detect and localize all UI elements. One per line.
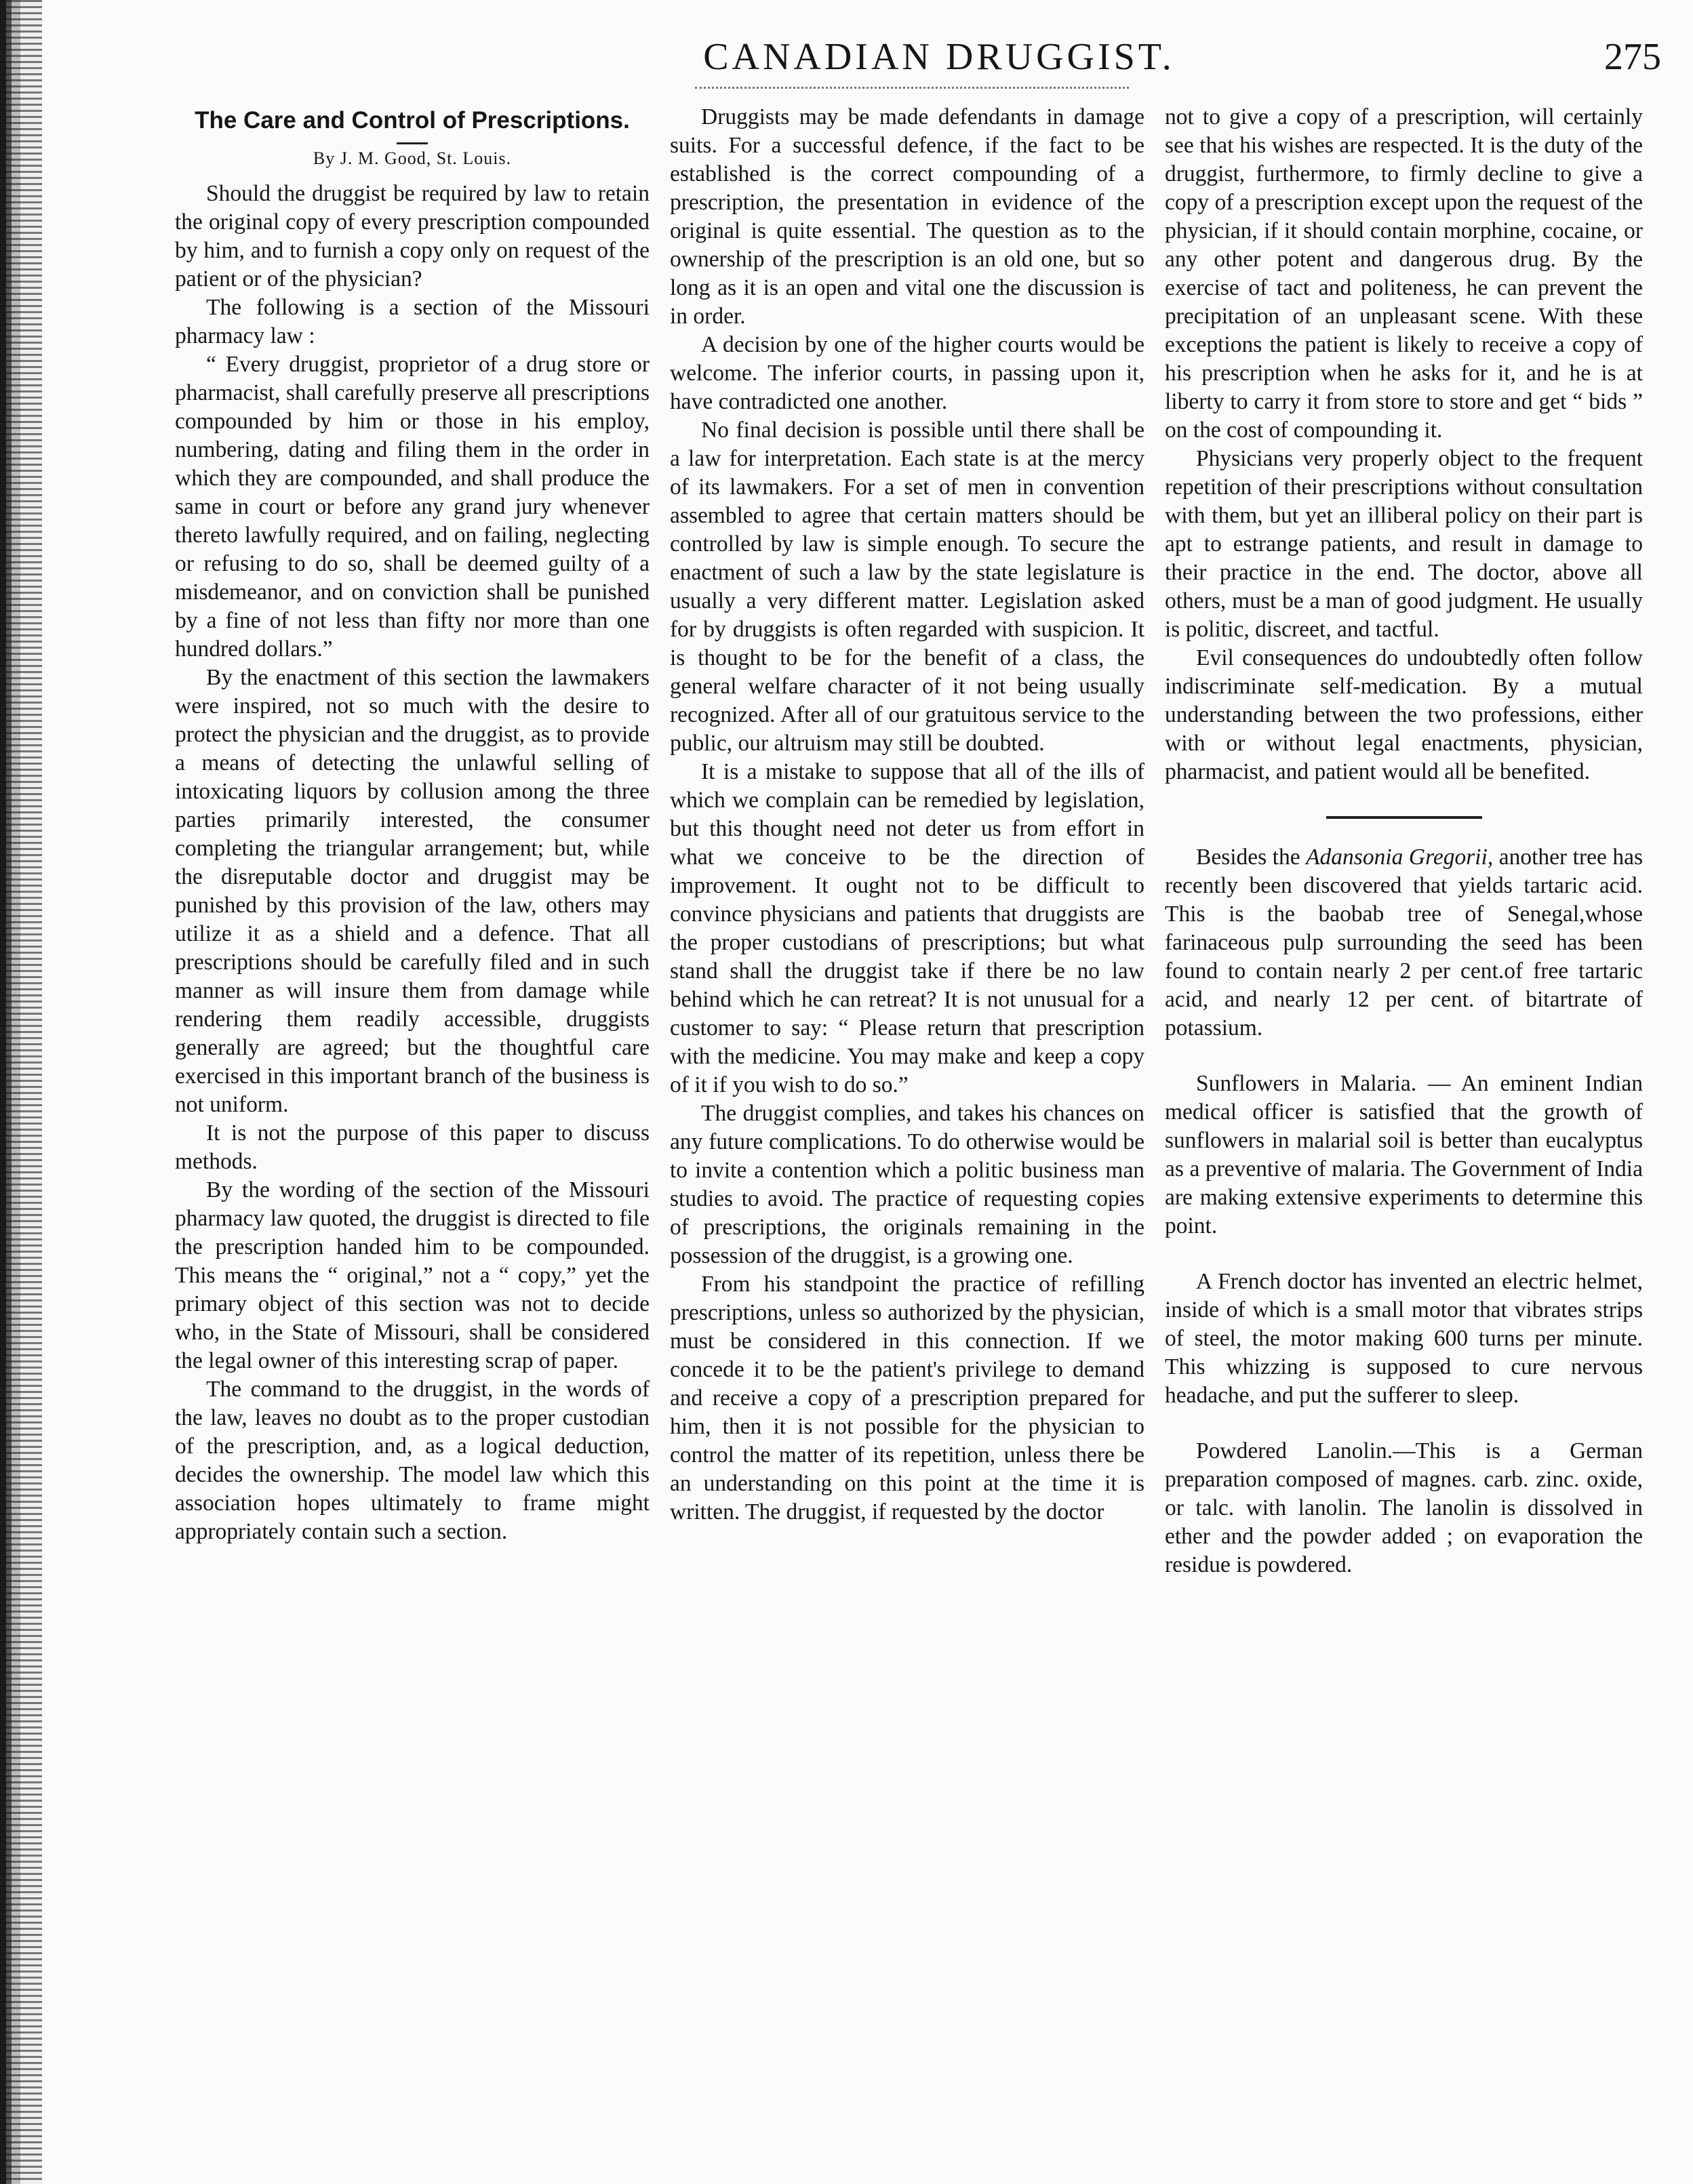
spacer [1165, 1410, 1643, 1437]
spacer [1165, 1043, 1643, 1070]
page-header [681, 35, 1197, 83]
article-title: The Care and Control of Prescriptions. [195, 107, 630, 134]
note-electric-helmet: A French doctor has invented an electric helmet, inside of which is a small motor that vibrates strips of steel, the motor making 600 turns per minute. This whizzing is supposed to cure nervous headache, and put the sufferer to sleep. [1165, 1269, 1643, 1408]
page-number: 275 [1604, 36, 1661, 78]
paragraph: From his standpoint the practice of refilling prescriptions, unless so authorized by the physician, must be considered in this connection. If we concede it to be the patient's privilege to demand and receive a copy of a prescription prepared for him, then it is not possible for the physician to control the matter of its repetition, unless there be an understanding on this point at the time it is written. The druggist, if requested by the doctor [670, 1272, 1144, 1524]
paragraph: Should the druggist be required by law to retain the original copy of every prescription compounded by him, and to furnish a copy only on request of the patient or of the physician? [175, 181, 650, 291]
column-1 [175, 103, 650, 1546]
note-text: another tree has recently been discovered that yields tartaric acid. This is the baobab tree of Senegal,whose farinaceous pulp surrounding the seed has been found to contain nearly 2 per cent.of free tartaric acid, and nearly 12 per cent. of bitartrate of potassium. [1165, 845, 1643, 1040]
column-3 [1165, 103, 1643, 1579]
note-text: Besides the [1196, 845, 1307, 870]
paragraph-continued: not to give a copy of a prescription, will certainly see that his wishes are respected. It is the duty of the druggist, furthermore, to firmly decline to give a copy of a prescription except upon the request of the physician, if it should contain morphine, cocaine, or any other potent and dangerous drug. By the exercise of tact and politeness, he can prevent the precipitation of an unpleasant scene. With these exceptions the patient is likely to receive a copy of his prescription when he asks for it, and he is at liberty to carry it from store to store and get “ bids ” on the cost of compounding it. [1165, 104, 1643, 443]
section-divider [1326, 816, 1482, 819]
note-baobab [1165, 843, 1643, 1043]
paragraph: By the wording of the section of the Missouri pharmacy law quoted, the druggist is directed to file the prescription handed him to be compounded. This means the “ original,” not a “ copy,” yet the primary object of this section was not to decide who, in the State of Missouri, shall be considered the legal owner of this interesting scrap of paper. [175, 1177, 650, 1373]
paragraph: It is a mistake to suppose that all of the ills of which we complain can be remedied by legislation, but this thought need not deter us from effort in what we conceive to be the direction of improvement. It ought not to be difficult to convince physicians and patients that druggists are the proper custodians of prescriptions; but what stand shall the druggist take if there be no law behind which he can retreat? It is not unusual for a customer to say: “ Please return that prescription with the medicine. You may make and keep a copy of it if you wish to do so.” [670, 759, 1144, 1097]
header-dotted-rule [695, 87, 1129, 89]
binding-spine [0, 0, 42, 2184]
note-powdered-lanolin: Powdered Lanolin.—This is a German preparation composed of magnes. carb. zinc. oxide, or talc. with lanolin. The lanolin is dissolved in ether and the powder added ; on evaporation the residue is powdered. [1165, 1438, 1643, 1577]
running-title: CANADIAN DRUGGIST. [703, 36, 1175, 78]
paragraph: Physicians very properly object to the frequent repetition of their prescriptions without consultation with them, but yet an illiberal policy on their part is apt to estrange patients, and result in damage to their practice in the end. The doctor, above all others, must be a man of good judgment. He usually is politic, discreet, and tactful. [1165, 446, 1643, 642]
paragraph: No final decision is possible until there shall be a law for interpretation. Each state is at the mercy of its lawmakers. For a set of men in convention assembled to agree that certain matters should be controlled by law is simple enough. To secure the enactment of such a law by the state legislature is usually a very different matter. Legislation asked for by druggists is often regarded with suspicion. It is thought to be for the benefit of a class, the general welfare character of it not being usually recognized. After all of our gratuitous service to the public, our altruism may still be doubted. [670, 418, 1144, 756]
paragraph: It is not the purpose of this paper to discuss methods. [175, 1120, 650, 1174]
species-name: Adansonia Gregorii, [1306, 845, 1494, 870]
paragraph: Druggists may be made defendants in damage suits. For a successful defence, if the fact to be established is the correct compounding of a prescription, the presentation in evidence of the original is quite essential. The question as to the ownership of the prescription is an old one, but so long as it is an open and vital one the discussion is in order. [670, 104, 1144, 329]
paragraph: Evil consequences do undoubtedly often follow indiscriminate self-medication. By a mutual understanding between the two professions, either with or without legal enactments, physician, pharmacist, and patient would all be benefited. [1165, 645, 1643, 784]
paragraph: A decision by one of the higher courts would be welcome. The inferior courts, in passing upon it, have contradicted one another. [670, 332, 1144, 414]
title-divider [397, 142, 428, 144]
quoted-law: “ Every druggist, proprietor of a drug store or pharmacist, shall carefully preserve all prescriptions compounded by him or those in his employ, numbering, dating and filing them in the order in which they are compounded, and shall produce the same in court or before any grand jury whenever thereto lawfully required, and on failing, neglecting or refusing to do so, shall be deemed guilty of a misdemeanor, and on conviction shall be punished by a fine of not less than fifty nor more than one hundred dollars.” [175, 352, 650, 662]
paragraph: The druggist complies, and takes his chances on any future complications. To do otherwise would be to invite a contention which a politic business man studies to avoid. The practice of requesting copies of prescriptions, the originals remaining in the possession of the druggist, is a growing one. [670, 1101, 1144, 1268]
spacer [1165, 1240, 1643, 1268]
column-2 [670, 103, 1144, 1526]
paragraph: The following is a section of the Missouri pharmacy law : [175, 295, 650, 348]
note-sunflowers: Sunflowers in Malaria. — An eminent Indian medical officer is satisfied that the growth of sunflowers in malarial soil is better than eucalyptus as a preventive of malaria. The Government of India are making extensive experiments to determine this point. [1165, 1071, 1643, 1238]
article-byline: By J. M. Good, St. Louis. [313, 148, 512, 168]
paragraph: By the enactment of this section the lawmakers were inspired, not so much with the desire to protect the physician and the druggist, as to provide a means of detecting the unlawful selling of intoxicating liquors by collusion among the three parties primarily interested, the consumer completing the triangular arrangement; but, while the disreputable doctor and druggist may be punished by this provision of the law, others may utilize it as a shield and a defence. That all prescriptions should be carefully filed and in such manner as will insure them from damage while rendering them readily accessible, druggists generally are agreed; but the thoughtful care exercised in this important branch of the business is not uniform. [175, 665, 650, 1117]
paragraph: The command to the druggist, in the words of the law, leaves no doubt as to the proper custodian of the prescription, and, as a logical deduction, decides the ownership. The model law which this association hopes ultimately to frame might appropriately contain such a section. [175, 1377, 650, 1544]
